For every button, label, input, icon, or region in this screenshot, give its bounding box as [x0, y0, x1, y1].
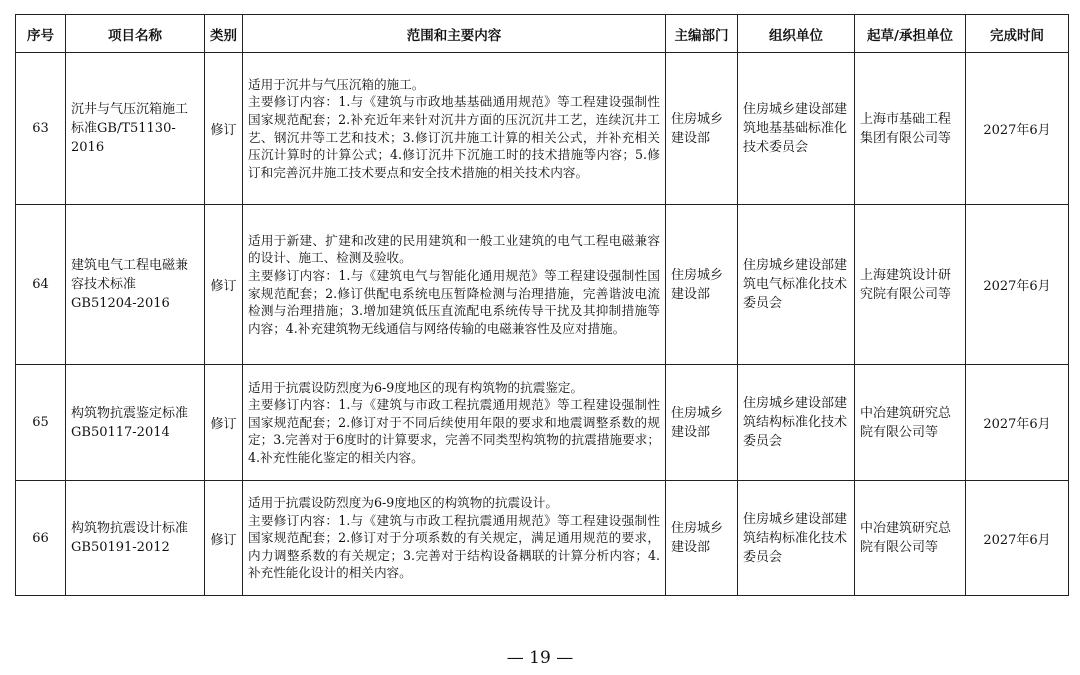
col-header-scope: 范围和主要内容	[243, 15, 666, 53]
scope-content	[243, 481, 666, 596]
category: 修订	[205, 365, 243, 481]
scope-applicability: 适用于新建、扩建和改建的民用建筑和一般工业建筑的电气工程电磁兼容的设计、施工、检测及验收。	[248, 232, 660, 266]
table-row	[16, 53, 1069, 205]
scope-revisions: 主要修订内容：1.与《建筑与市政地基基础通用规范》等工程建设强制性国家规范配套；2.补充近年来针对沉井方面的压沉沉井工艺，连续沉井工艺、钢沉井等工艺和技术；3.修订沉井施工计算的相关公式，并补充相关压沉计算时的计算公式；4.修订沉井下沉施工时的技术措施等内容；5.修订和完善沉井施工技术要点和安全技术措施的相关技术内容。	[248, 94, 660, 180]
drafting-unit: 中冶建筑研究总院有限公司等	[855, 481, 966, 596]
scope-applicability: 适用于抗震设防烈度为6-9度地区的现有构筑物的抗震鉴定。	[248, 379, 584, 395]
category: 修订	[205, 53, 243, 205]
drafting-unit: 上海建筑设计研究院有限公司等	[855, 205, 966, 365]
project-name: 构筑物抗震设计标准GB50191-2012	[66, 481, 205, 596]
editing-department: 住房城乡建设部	[666, 53, 738, 205]
drafting-unit: 中冶建筑研究总院有限公司等	[855, 365, 966, 481]
completion-time: 2027年6月	[966, 205, 1069, 365]
scope-revisions: 主要修订内容：1.与《建筑与市政工程抗震通用规范》等工程建设强制性国家规范配套；2.修订对于不同后续使用年限的要求和地震调整系数的规定；3.完善对于6度时的计算要求，完善不同类型构筑物的抗震措施要求；4.补充性能化鉴定的相关内容。	[248, 397, 660, 465]
scope-content	[243, 205, 666, 365]
col-header-due: 完成时间	[966, 15, 1069, 53]
editing-department: 住房城乡建设部	[666, 205, 738, 365]
col-header-dept: 主编部门	[666, 15, 738, 53]
col-header-drafter: 起草/承担单位	[855, 15, 966, 53]
row-number: 63	[16, 53, 66, 205]
standards-table-page	[15, 14, 1068, 596]
completion-time: 2027年6月	[966, 53, 1069, 205]
completion-time: 2027年6月	[966, 365, 1069, 481]
project-name: 构筑物抗震鉴定标准GB50117-2014	[66, 365, 205, 481]
scope-revisions: 主要修订内容：1.与《建筑与市政工程抗震通用规范》等工程建设强制性国家规范配套；2.修订对于分项系数的有关规定，满足通用规范的要求，内力调整系数的有关规定；3.完善对于结构设备耦联的计算分析内容；4.补充性能化设计的相关内容。	[248, 512, 660, 581]
row-number: 66	[16, 481, 66, 596]
standards-table	[15, 14, 1069, 596]
scope-applicability: 适用于沉井与气压沉箱的施工。	[248, 76, 425, 92]
scope-applicability: 适用于抗震设防烈度为6-9度地区的构筑物的抗震设计。	[248, 495, 558, 511]
editing-department: 住房城乡建设部	[666, 481, 738, 596]
row-number: 65	[16, 365, 66, 481]
organizing-unit: 住房城乡建设部建筑结构标准化技术委员会	[738, 481, 855, 596]
page-number: — 19 —	[506, 648, 574, 668]
scope-content	[243, 53, 666, 205]
col-header-org: 组织单位	[738, 15, 855, 53]
project-name: 建筑电气工程电磁兼容技术标准GB51204-2016	[66, 205, 205, 365]
scope-revisions: 主要修订内容：1.与《建筑电气与智能化通用规范》等工程建设强制性国家规范配套；2.修订供配电系统电压暂降检测与治理措施，完善谐波电流检测与治理措施；3.增加建筑低压直流配电系统传导干扰及其抑制措施等内容；4.补充建筑物无线通信与网络传输的电磁兼容性及应对措施。	[248, 267, 660, 336]
category: 修订	[205, 481, 243, 596]
organizing-unit: 住房城乡建设部建筑电气标准化技术委员会	[738, 205, 855, 365]
completion-time: 2027年6月	[966, 481, 1069, 596]
col-header-no: 序号	[16, 15, 66, 53]
category: 修订	[205, 205, 243, 365]
header-row	[16, 15, 1069, 53]
table-row	[16, 365, 1069, 481]
row-number: 64	[16, 205, 66, 365]
organizing-unit: 住房城乡建设部建筑结构标准化技术委员会	[738, 365, 855, 481]
col-header-name: 项目名称	[66, 15, 205, 53]
project-name: 沉井与气压沉箱施工标准GB/T51130-2016	[66, 53, 205, 205]
editing-department: 住房城乡建设部	[666, 365, 738, 481]
table-row	[16, 481, 1069, 596]
table-row	[16, 205, 1069, 365]
drafting-unit: 上海市基础工程集团有限公司等	[855, 53, 966, 205]
organizing-unit: 住房城乡建设部建筑地基基础标准化技术委员会	[738, 53, 855, 205]
scope-content	[243, 365, 666, 481]
col-header-category: 类别	[205, 15, 243, 53]
